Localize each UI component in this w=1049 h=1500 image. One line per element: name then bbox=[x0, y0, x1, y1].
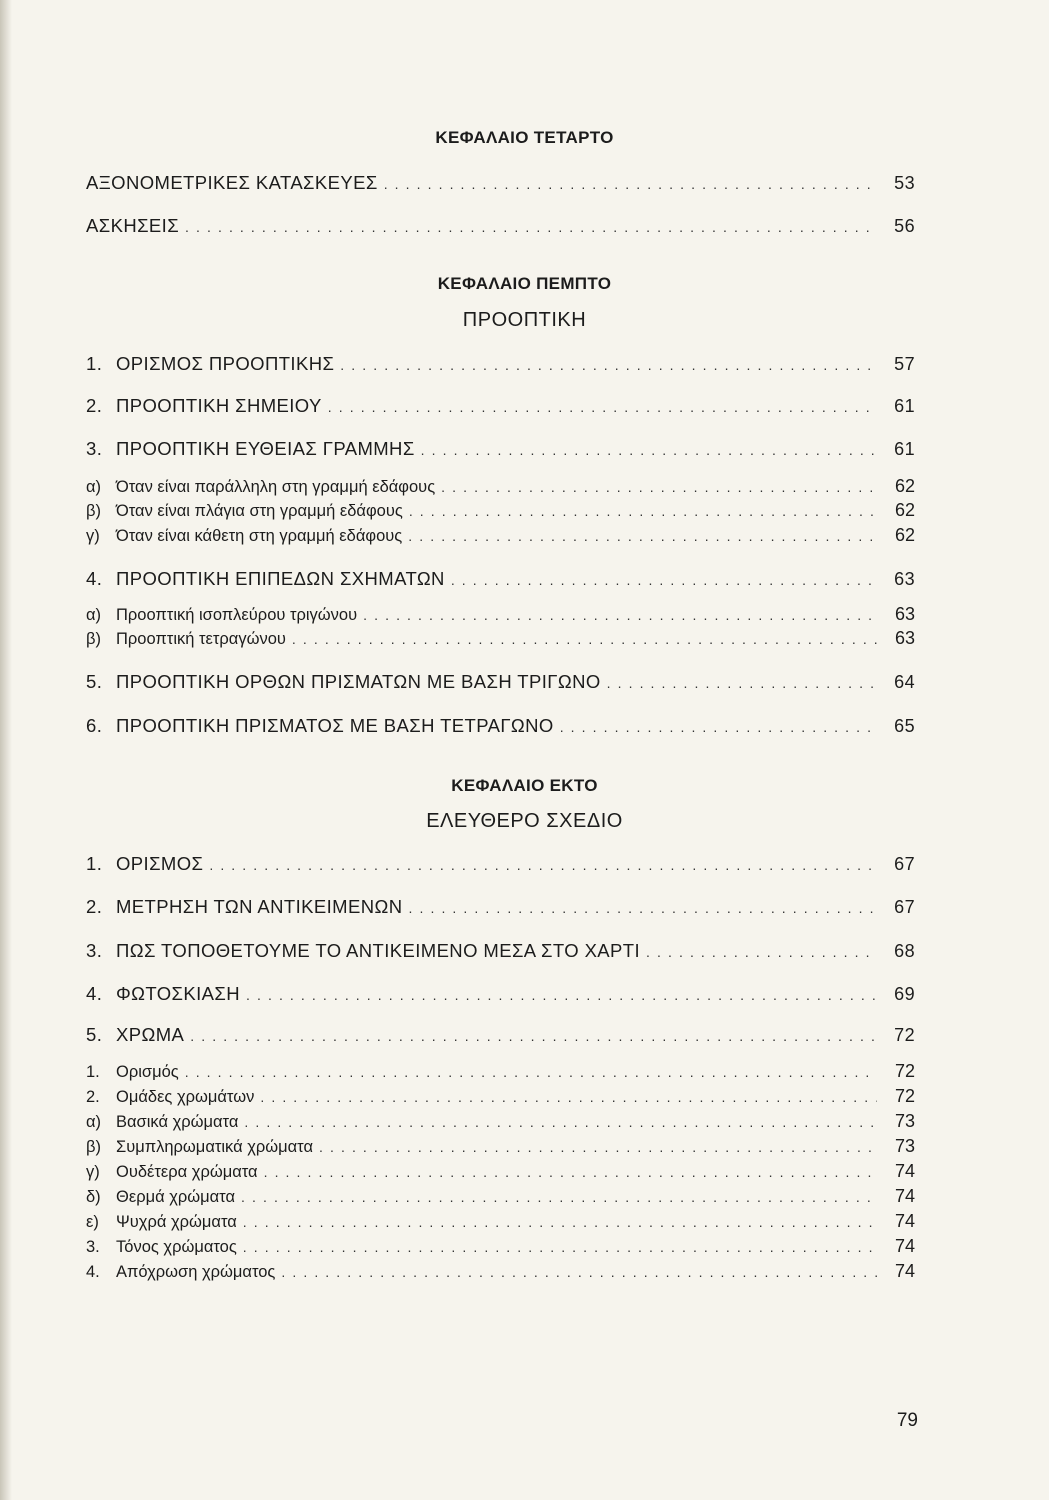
toc-entry[interactable] bbox=[86, 940, 915, 962]
dot-leader bbox=[363, 607, 877, 623]
toc-entry-title: ΠΡΟΟΠΤΙΚΗ ΠΡΙΣΜΑΤΟΣ ΜΕ ΒΑΣΗ ΤΕΤΡΑΓΩΝΟ bbox=[116, 715, 554, 736]
toc-entry[interactable] bbox=[86, 215, 915, 237]
toc-entry-title: Θερμά χρώματα bbox=[116, 1188, 236, 1206]
toc-entry-title: Απόχρωση χρώματος bbox=[116, 1263, 276, 1281]
toc-entry-title: Όταν είναι παράλληλη στη γραμμή εδάφους bbox=[116, 478, 436, 496]
chapter-heading: ΚΕΦΑΛΑΙΟ ΕΚΤΟ bbox=[451, 776, 598, 795]
toc-entry-title: ΑΞΟΝΟΜΕΤΡΙΚΕΣ ΚΑΤΑΣΚΕΥΕΣ bbox=[86, 172, 378, 193]
toc-entry-page: 61 bbox=[894, 439, 915, 459]
toc-entry-number: 1. bbox=[86, 353, 103, 374]
toc-entry[interactable] bbox=[86, 1211, 915, 1232]
toc-entry-number: α) bbox=[86, 478, 102, 496]
toc-entry[interactable] bbox=[86, 172, 915, 194]
toc-entry-title: ΠΩΣ ΤΟΠΟΘΕΤΟΥΜΕ ΤΟ ΑΝΤΙΚΕΙΜΕΝΟ ΜΕΣΑ ΣΤΟ ΧΑΡΤΙ bbox=[116, 940, 641, 961]
toc-entry-number: 4. bbox=[86, 1263, 100, 1281]
toc-entry[interactable] bbox=[86, 1086, 915, 1107]
chapter-subtitle: ΕΛΕΥΘΕΡΟ ΣΧΕΔΙΟ bbox=[426, 810, 623, 832]
toc-entry-page: 72 bbox=[894, 1061, 915, 1081]
toc-entry[interactable] bbox=[86, 671, 915, 693]
toc-entry-number: β) bbox=[86, 1138, 101, 1156]
toc-entry-page: 65 bbox=[894, 716, 915, 736]
toc-entry-number: γ) bbox=[86, 1163, 100, 1181]
toc-entry-number: ε) bbox=[86, 1213, 99, 1231]
dot-leader bbox=[451, 572, 877, 588]
toc-entry-page: 67 bbox=[894, 897, 915, 917]
toc-entry[interactable] bbox=[86, 604, 915, 625]
toc-entry-number: 5. bbox=[86, 671, 103, 692]
toc-entry-title: Ουδέτερα χρώματα bbox=[116, 1163, 258, 1181]
toc-entry-number: 2. bbox=[86, 1088, 100, 1106]
toc-entry-number: 1. bbox=[86, 853, 103, 874]
toc-entry-title: ΜΕΤΡΗΣΗ ΤΩΝ ΑΝΤΙΚΕΙΜΕΝΩΝ bbox=[116, 896, 403, 917]
toc-entry-title: Συμπληρωματικά χρώματα bbox=[116, 1138, 314, 1156]
dot-leader bbox=[409, 900, 878, 916]
toc-entry-page: 69 bbox=[894, 984, 915, 1004]
toc-entry[interactable] bbox=[86, 1261, 915, 1282]
toc-entry[interactable] bbox=[86, 1024, 915, 1046]
toc-entry-page: 62 bbox=[894, 476, 915, 496]
toc-entry[interactable] bbox=[86, 1136, 915, 1157]
toc-entry-page: 68 bbox=[894, 941, 915, 961]
toc-entry[interactable] bbox=[86, 525, 915, 546]
toc-entry[interactable] bbox=[86, 1061, 915, 1082]
toc-entry[interactable] bbox=[86, 628, 915, 649]
toc-entry-page: 74 bbox=[894, 1161, 915, 1181]
toc-entry[interactable] bbox=[86, 395, 915, 417]
toc-entry-page: 61 bbox=[894, 396, 915, 416]
toc-entry-page: 63 bbox=[894, 569, 915, 589]
dot-leader bbox=[190, 1028, 877, 1044]
toc-entry-title: Βασικά χρώματα bbox=[116, 1113, 239, 1131]
page-number: 79 bbox=[896, 1410, 918, 1431]
toc-entry-number: 3. bbox=[86, 940, 103, 961]
toc-entry-number: 1. bbox=[86, 1063, 100, 1081]
dot-leader bbox=[292, 631, 877, 647]
chapter-heading: ΚΕΦΑΛΑΙΟ ΠΕΜΠΤΟ bbox=[437, 274, 612, 293]
toc-entry-page: 57 bbox=[894, 354, 915, 374]
dot-leader bbox=[264, 1164, 877, 1180]
toc-entry-title: ΠΡΟΟΠΤΙΚΗ ΟΡΘΩΝ ΠΡΙΣΜΑΤΩΝ ΜΕ ΒΑΣΗ ΤΡΙΓΩΝΟ bbox=[116, 671, 601, 692]
toc-entry-title: ΠΡΟΟΠΤΙΚΗ ΣΗΜΕΙΟΥ bbox=[116, 395, 322, 416]
toc-entry[interactable] bbox=[86, 715, 915, 737]
toc-entry-page: 74 bbox=[894, 1236, 915, 1256]
toc-entry[interactable] bbox=[86, 476, 915, 497]
toc-entry-page: 62 bbox=[894, 500, 915, 520]
toc-entry-page: 73 bbox=[894, 1136, 915, 1156]
toc-entry-page: 73 bbox=[894, 1111, 915, 1131]
toc-entry-page: 63 bbox=[894, 628, 915, 648]
dot-leader bbox=[209, 857, 877, 873]
toc-entry[interactable] bbox=[86, 1186, 915, 1207]
dot-leader bbox=[409, 503, 877, 519]
toc-entry-number: α) bbox=[86, 606, 102, 624]
dot-leader bbox=[185, 1064, 877, 1080]
dot-leader bbox=[384, 176, 877, 192]
dot-leader bbox=[421, 442, 877, 458]
toc-entry-title: Ομάδες χρωμάτων bbox=[116, 1088, 255, 1106]
toc-entry-page: 62 bbox=[894, 525, 915, 545]
dot-leader bbox=[340, 357, 877, 373]
toc-entry-title: ΠΡΟΟΠΤΙΚΗ ΕΠΙΠΕΔΩΝ ΣΧΗΜΑΤΩΝ bbox=[116, 568, 445, 589]
toc-entry-page: 64 bbox=[894, 672, 915, 692]
toc-entry-number: 3. bbox=[86, 438, 103, 459]
dot-leader bbox=[241, 1189, 877, 1205]
toc-entry-page: 72 bbox=[894, 1025, 915, 1045]
toc-entry[interactable] bbox=[86, 983, 915, 1005]
toc-entry-number: 3. bbox=[86, 1238, 100, 1256]
toc-entry-title: Προοπτική τετραγώνου bbox=[116, 630, 286, 648]
dot-leader bbox=[319, 1139, 877, 1155]
toc-entry-title: Ορισμός bbox=[116, 1063, 179, 1081]
toc-entry-title: Ψυχρά χρώματα bbox=[116, 1213, 237, 1231]
toc-entry[interactable] bbox=[86, 438, 915, 460]
toc-entry-title: Όταν είναι κάθετη στη γραμμή εδάφους bbox=[116, 527, 403, 545]
toc-entry[interactable] bbox=[86, 896, 915, 918]
toc-entry-number: 5. bbox=[86, 1024, 103, 1045]
toc-entry-number: 4. bbox=[86, 568, 103, 589]
dot-leader bbox=[244, 1114, 877, 1130]
dot-leader bbox=[281, 1264, 877, 1280]
toc-entry-number: δ) bbox=[86, 1188, 101, 1206]
toc-entry-title: ΧΡΩΜΑ bbox=[116, 1024, 185, 1045]
toc-entry-number: 2. bbox=[86, 395, 103, 416]
toc-entry-title: ΠΡΟΟΠΤΙΚΗ ΕΥΘΕΙΑΣ ΓΡΑΜΜΗΣ bbox=[116, 438, 415, 459]
dot-leader bbox=[646, 944, 877, 960]
toc-entry-number: β) bbox=[86, 502, 101, 520]
toc-entry-title: Όταν είναι πλάγια στη γραμμή εδάφους bbox=[116, 502, 403, 520]
dot-leader bbox=[328, 399, 877, 415]
toc-entry-page: 53 bbox=[894, 173, 915, 193]
toc-entry-number: 6. bbox=[86, 715, 103, 736]
dot-leader bbox=[243, 1239, 877, 1255]
toc-entry-page: 74 bbox=[894, 1261, 915, 1281]
toc-entry-number: α) bbox=[86, 1113, 102, 1131]
chapter-heading: ΚΕΦΑΛΑΙΟ ΤΕΤΑΡΤΟ bbox=[435, 128, 614, 147]
dot-leader bbox=[607, 675, 877, 691]
toc-entry-number: 2. bbox=[86, 896, 103, 917]
toc-entry-number: β) bbox=[86, 630, 101, 648]
toc-entry-title: ΑΣΚΗΣΕΙΣ bbox=[86, 215, 180, 236]
toc-entry-page: 63 bbox=[894, 604, 915, 624]
toc-entry-title: ΟΡΙΣΜΟΣ bbox=[116, 853, 204, 874]
toc-entry[interactable] bbox=[86, 353, 915, 375]
dot-leader bbox=[246, 987, 877, 1003]
toc-entry-page: 74 bbox=[894, 1186, 915, 1206]
toc-entry-number: γ) bbox=[86, 527, 100, 545]
toc-entry[interactable] bbox=[86, 1236, 915, 1257]
toc-entry[interactable] bbox=[86, 853, 915, 875]
toc-entry-title: ΦΩΤΟΣΚΙΑΣΗ bbox=[116, 983, 240, 1004]
toc-entry-page: 74 bbox=[894, 1211, 915, 1231]
toc-entry-title: Προοπτική ισοπλεύρου τριγώνου bbox=[116, 606, 358, 624]
dot-leader bbox=[260, 1089, 877, 1105]
dot-leader bbox=[441, 479, 877, 495]
dot-leader bbox=[408, 528, 877, 544]
toc-entry-title: ΟΡΙΣΜΟΣ ΠΡΟΟΠΤΙΚΗΣ bbox=[116, 353, 335, 374]
page-spine-shadow bbox=[0, 0, 12, 1500]
chapter-subtitle: ΠΡΟΟΠΤΙΚΗ bbox=[462, 309, 587, 331]
dot-leader bbox=[560, 719, 877, 735]
toc-entry[interactable] bbox=[86, 1161, 915, 1182]
dot-leader bbox=[243, 1214, 877, 1230]
toc-entry-page: 67 bbox=[894, 854, 915, 874]
toc-entry-page: 72 bbox=[894, 1086, 915, 1106]
toc-entry[interactable] bbox=[86, 1111, 915, 1132]
toc-entry-page: 56 bbox=[894, 216, 915, 236]
toc-entry-number: 4. bbox=[86, 983, 103, 1004]
toc-entry[interactable] bbox=[86, 500, 915, 521]
dot-leader bbox=[185, 219, 877, 235]
toc-entry-title: Τόνος χρώματος bbox=[116, 1238, 237, 1256]
toc-entry[interactable] bbox=[86, 568, 915, 590]
